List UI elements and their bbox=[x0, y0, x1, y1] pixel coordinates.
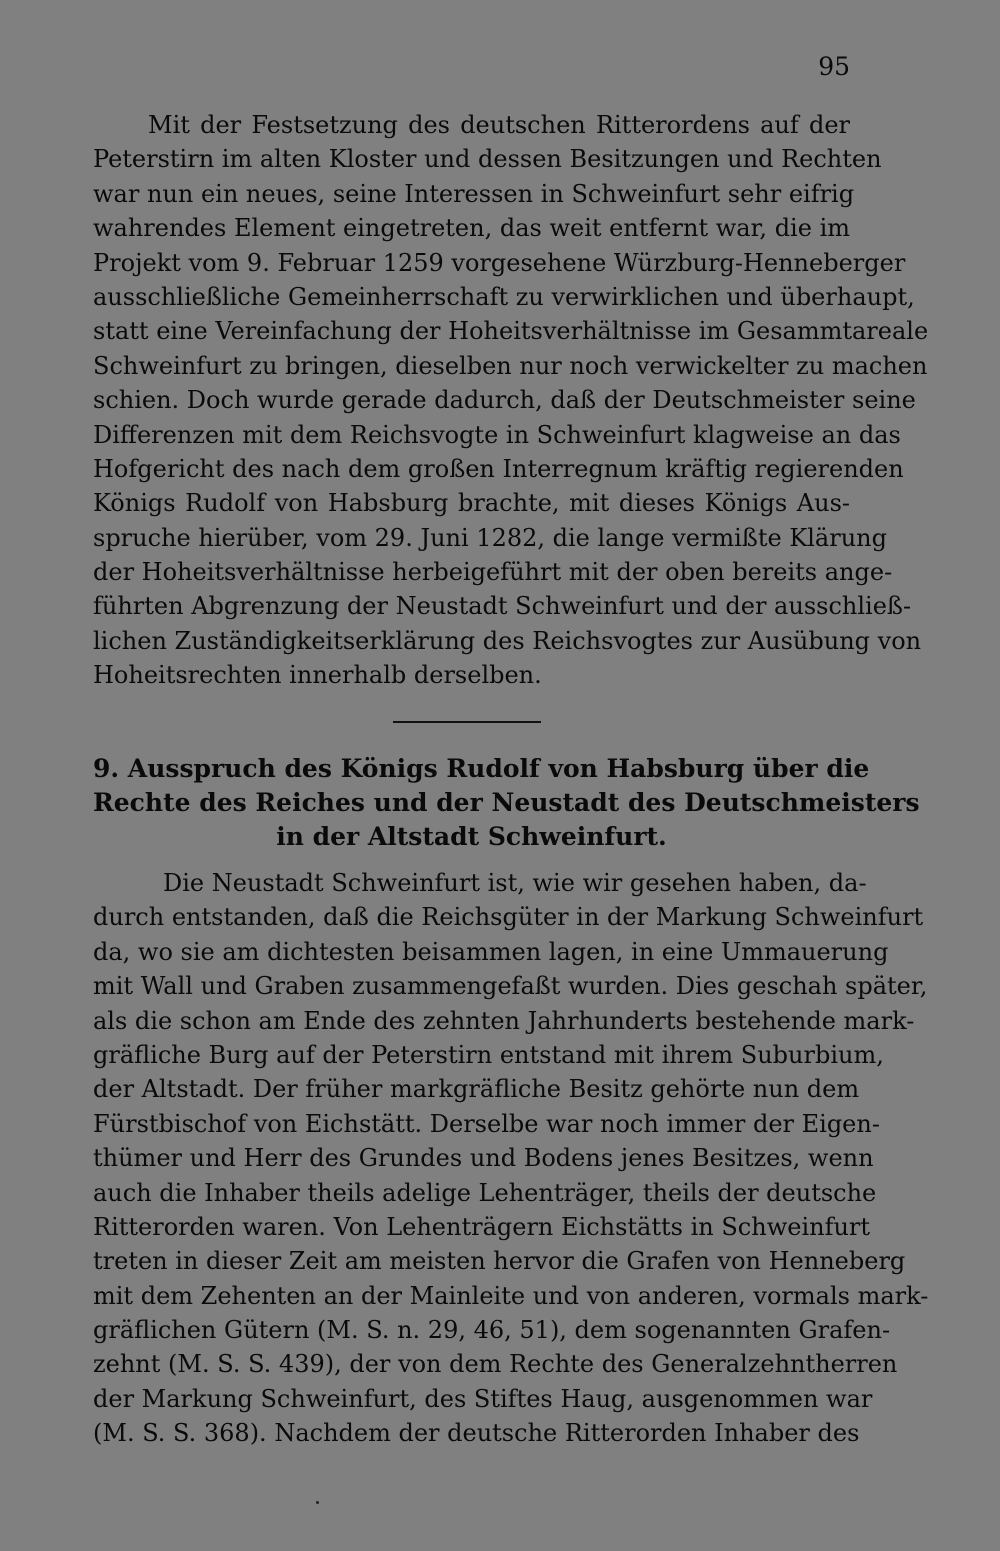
paragraph1-line: der Hoheitsverhältnisse herbeigeführt mit der oben bereits ange- bbox=[93, 558, 893, 587]
paragraph1-line: spruche hierüber, vom 29. Juni 1282, die lange vermißte Klärung bbox=[93, 523, 887, 552]
paragraph1-line: statt eine Vereinfachung der Hoheitsverhältnisse im Gesammtareale bbox=[93, 317, 929, 346]
paragraph1-line: Königs Rudolf von Habsburg brachte, mit dieses Königs Aus- bbox=[93, 489, 850, 518]
paragraph2-line: als die schon am Ende des zehnten Jahrhunderts bestehende mark- bbox=[93, 1006, 915, 1035]
paragraph2-line: Ritterorden waren. Von Lehenträgern Eichstätts in Schweinfurt bbox=[93, 1212, 871, 1241]
paragraph1-line: Differenzen mit dem Reichsvogte in Schweinfurt klagweise an das bbox=[93, 420, 901, 449]
paragraph1-line: wahrendes Element eingetreten, das weit entfernt war, die im bbox=[93, 214, 850, 243]
paragraph2-line: der Markung Schweinfurt, des Stiftes Haug, ausgenommen war bbox=[93, 1384, 873, 1413]
heading-line: 9. Ausspruch des Königs Rudolf von Habsburg über die bbox=[93, 754, 870, 783]
paragraph2-line: Die Neustadt Schweinfurt ist, wie wir gesehen haben, da- bbox=[163, 869, 867, 897]
heading-line: Rechte des Reiches und der Neustadt des Deutschmeisters bbox=[93, 788, 920, 817]
print-speck bbox=[316, 1501, 319, 1504]
paragraph2-line: zehnt (M. S. S. 439), der von dem Rechte des Generalzehntherren bbox=[93, 1350, 898, 1379]
paragraph1-line: Schweinfurt zu bringen, dieselben nur noch verwickelter zu machen bbox=[93, 351, 928, 380]
paragraph2-line: da, wo sie am dichtesten beisammen lagen, in eine Ummauerung bbox=[93, 937, 889, 966]
paragraph2-line: gräfliche Burg auf der Peterstirn entstand mit ihrem Suburbium, bbox=[93, 1040, 884, 1069]
paragraph1-line: Peterstirn im alten Kloster und dessen Besitzungen und Rechten bbox=[93, 145, 882, 174]
paragraph-2 bbox=[93, 866, 929, 1451]
paragraph2-line: mit dem Zehenten an der Mainleite und von anderen, vormals mark- bbox=[93, 1281, 929, 1310]
paragraph1-line: Hofgericht des nach dem großen Interregnum kräftig regierenden bbox=[93, 454, 904, 483]
paragraph2-line: thümer und Herr des Grundes und Bodens jenes Besitzes, wenn bbox=[93, 1144, 874, 1173]
paragraph2-line: mit Wall und Graben zusammengefaßt wurden. Dies geschah später, bbox=[93, 972, 928, 1001]
paragraph1-line: schien. Doch wurde gerade dadurch, daß der Deutschmeister seine bbox=[93, 386, 916, 415]
paragraph1-line: lichen Zuständigkeitserklärung des Reichsvogtes zur Ausübung von bbox=[93, 626, 922, 655]
paragraph-1 bbox=[93, 108, 929, 693]
paragraph1-line: Hoheitsrechten innerhalb derselben. bbox=[93, 661, 542, 690]
paragraph2-line: Fürstbischof von Eichstätt. Derselbe war noch immer der Eigen- bbox=[93, 1109, 880, 1138]
paragraph2-line: (M. S. S. 368). Nachdem der deutsche Ritterorden Inhaber des bbox=[93, 1419, 860, 1448]
paragraph1-line: Mit der Festsetzung des deutschen Ritterordens auf der bbox=[148, 111, 850, 139]
section-divider bbox=[393, 721, 541, 723]
heading-line: in der Altstadt Schweinfurt. bbox=[276, 822, 667, 851]
page-number: 95 bbox=[818, 52, 850, 81]
paragraph1-line: war nun ein neues, seine Interessen in Schweinfurt sehr eifrig bbox=[93, 179, 855, 208]
paragraph1-line: Projekt vom 9. Februar 1259 vorgesehene Würzburg-Henneberger bbox=[93, 248, 906, 277]
paragraph1-line: führten Abgrenzung der Neustadt Schweinfurt und der ausschließ- bbox=[93, 592, 912, 621]
paragraph2-line: durch entstanden, daß die Reichsgüter in der Markung Schweinfurt bbox=[93, 903, 924, 932]
paragraph2-line: auch die Inhaber theils adelige Lehenträger, theils der deutsche bbox=[93, 1178, 877, 1207]
section-heading bbox=[93, 752, 920, 854]
paragraph1-line: ausschließliche Gemeinherrschaft zu verwirklichen und überhaupt, bbox=[93, 282, 915, 311]
paragraph2-line: gräflichen Gütern (M. S. n. 29, 46, 51), dem sogenannten Grafen- bbox=[93, 1316, 891, 1345]
paragraph2-line: der Altstadt. Der früher markgräfliche Besitz gehörte nun dem bbox=[93, 1075, 860, 1104]
paragraph2-line: treten in dieser Zeit am meisten hervor die Grafen von Henneberg bbox=[93, 1247, 906, 1276]
